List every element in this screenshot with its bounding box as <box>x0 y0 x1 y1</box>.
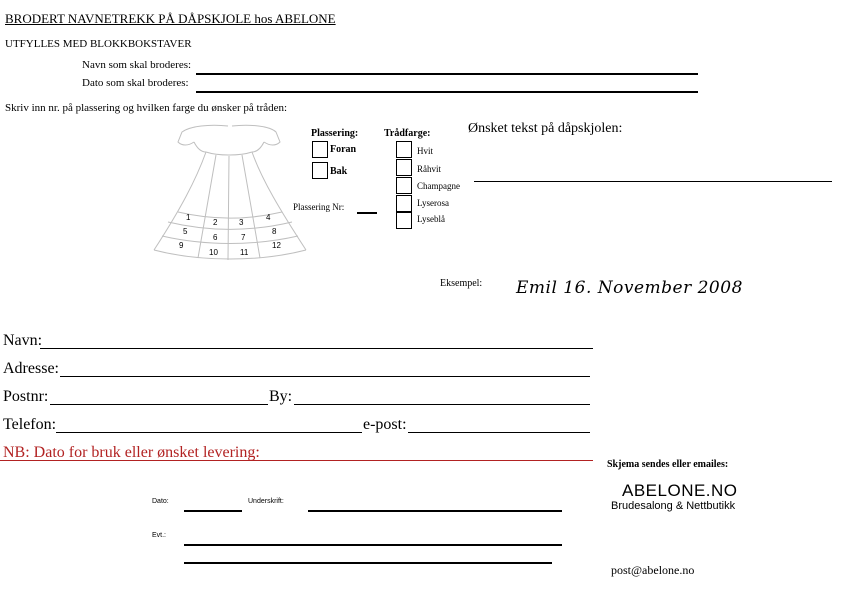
thread-champagne-label: Champagne <box>417 181 460 191</box>
customer-city-label: By: <box>269 388 293 405</box>
dress-number-4: 4 <box>266 213 271 222</box>
customer-phone-field[interactable] <box>56 432 362 433</box>
dress-number-3: 3 <box>239 218 244 227</box>
customer-email-field[interactable] <box>408 432 590 433</box>
dress-number-2: 2 <box>213 218 218 227</box>
dress-number-9: 9 <box>179 241 184 250</box>
placement-front-label: Foran <box>330 144 357 155</box>
thread-blue-label: Lyseblå <box>417 214 445 224</box>
thread-white-label: Hvit <box>417 146 434 156</box>
dress-number-10: 10 <box>209 248 218 257</box>
customer-name-field[interactable] <box>40 348 593 349</box>
embroidery-date-field[interactable] <box>196 91 698 93</box>
brand-logo-text: ABELONE.NO <box>622 481 738 500</box>
misc-label: Evt.: <box>152 532 167 539</box>
dress-number-12: 12 <box>272 241 281 250</box>
example-text: Emil 16. November 2008 <box>516 278 743 298</box>
dress-number-6: 6 <box>213 233 218 242</box>
customer-name-label: Navn: <box>3 332 43 349</box>
embroidery-name-label: Navn som skal broderes: <box>82 59 192 71</box>
customer-phone-label: Telefon: <box>3 416 57 433</box>
dress-number-5: 5 <box>183 227 188 236</box>
signature-field[interactable] <box>308 510 562 512</box>
customer-address-field[interactable] <box>60 376 590 377</box>
brand-tagline: Brudesalong & Nettbutikk <box>611 500 736 512</box>
signature-label: Underskrift: <box>248 498 284 505</box>
misc-field-line-1[interactable] <box>184 544 562 546</box>
thread-offwhite-label: Råhvit <box>417 164 441 174</box>
thread-champagne-checkbox[interactable] <box>396 177 412 194</box>
delivery-date-label: NB: Dato for bruk eller ønsket levering: <box>3 444 260 461</box>
desired-text-field[interactable] <box>474 181 832 182</box>
customer-city-field[interactable] <box>294 404 590 405</box>
placement-nr-field[interactable] <box>357 212 377 214</box>
embroidery-date-label: Dato som skal broderes: <box>82 77 189 89</box>
dress-number-8: 8 <box>272 227 277 236</box>
thread-blue-checkbox[interactable] <box>396 212 412 229</box>
customer-address-label: Adresse: <box>3 360 59 377</box>
send-form-label: Skjema sendes eller emailes: <box>607 459 729 470</box>
desired-text-label: Ønsket tekst på dåpskjolen: <box>468 121 623 136</box>
placement-nr-label: Plassering Nr: <box>293 202 345 212</box>
block-letters-instruction: UTFYLLES MED BLOKKBOKSTAVER <box>5 38 192 50</box>
contact-email[interactable]: post@abelone.no <box>611 563 695 577</box>
placement-front-checkbox[interactable] <box>312 141 328 158</box>
misc-field-line-2[interactable] <box>184 562 552 564</box>
customer-zip-field[interactable] <box>50 404 268 405</box>
placement-instruction: Skriv inn nr. på plassering og hvilken farge du ønsker på tråden: <box>5 102 288 114</box>
placement-back-label: Bak <box>330 166 348 177</box>
embroidery-name-field[interactable] <box>196 73 698 75</box>
placement-heading: Plassering: <box>311 128 359 139</box>
customer-email-label: e-post: <box>363 416 407 433</box>
thread-white-checkbox[interactable] <box>396 141 412 158</box>
thread-pink-label: Lyserosa <box>417 198 449 208</box>
dress-number-11: 11 <box>240 248 249 257</box>
example-label: Eksempel: <box>440 278 483 289</box>
thread-offwhite-checkbox[interactable] <box>396 159 412 176</box>
dress-number-7: 7 <box>241 233 246 242</box>
placement-back-checkbox[interactable] <box>312 162 328 179</box>
form-title: BRODERT NAVNETREKK PÅ DÅPSKJOLE hos ABELONE <box>5 11 336 26</box>
delivery-date-field[interactable] <box>0 460 593 461</box>
thread-pink-checkbox[interactable] <box>396 195 412 212</box>
christening-dress-illustration <box>140 120 320 270</box>
sign-date-field[interactable] <box>184 510 242 512</box>
thread-heading: Trådfarge: <box>384 128 431 139</box>
sign-date-label: Dato: <box>152 498 169 505</box>
customer-zip-label: Postnr: <box>3 388 49 405</box>
dress-number-1: 1 <box>186 213 191 222</box>
